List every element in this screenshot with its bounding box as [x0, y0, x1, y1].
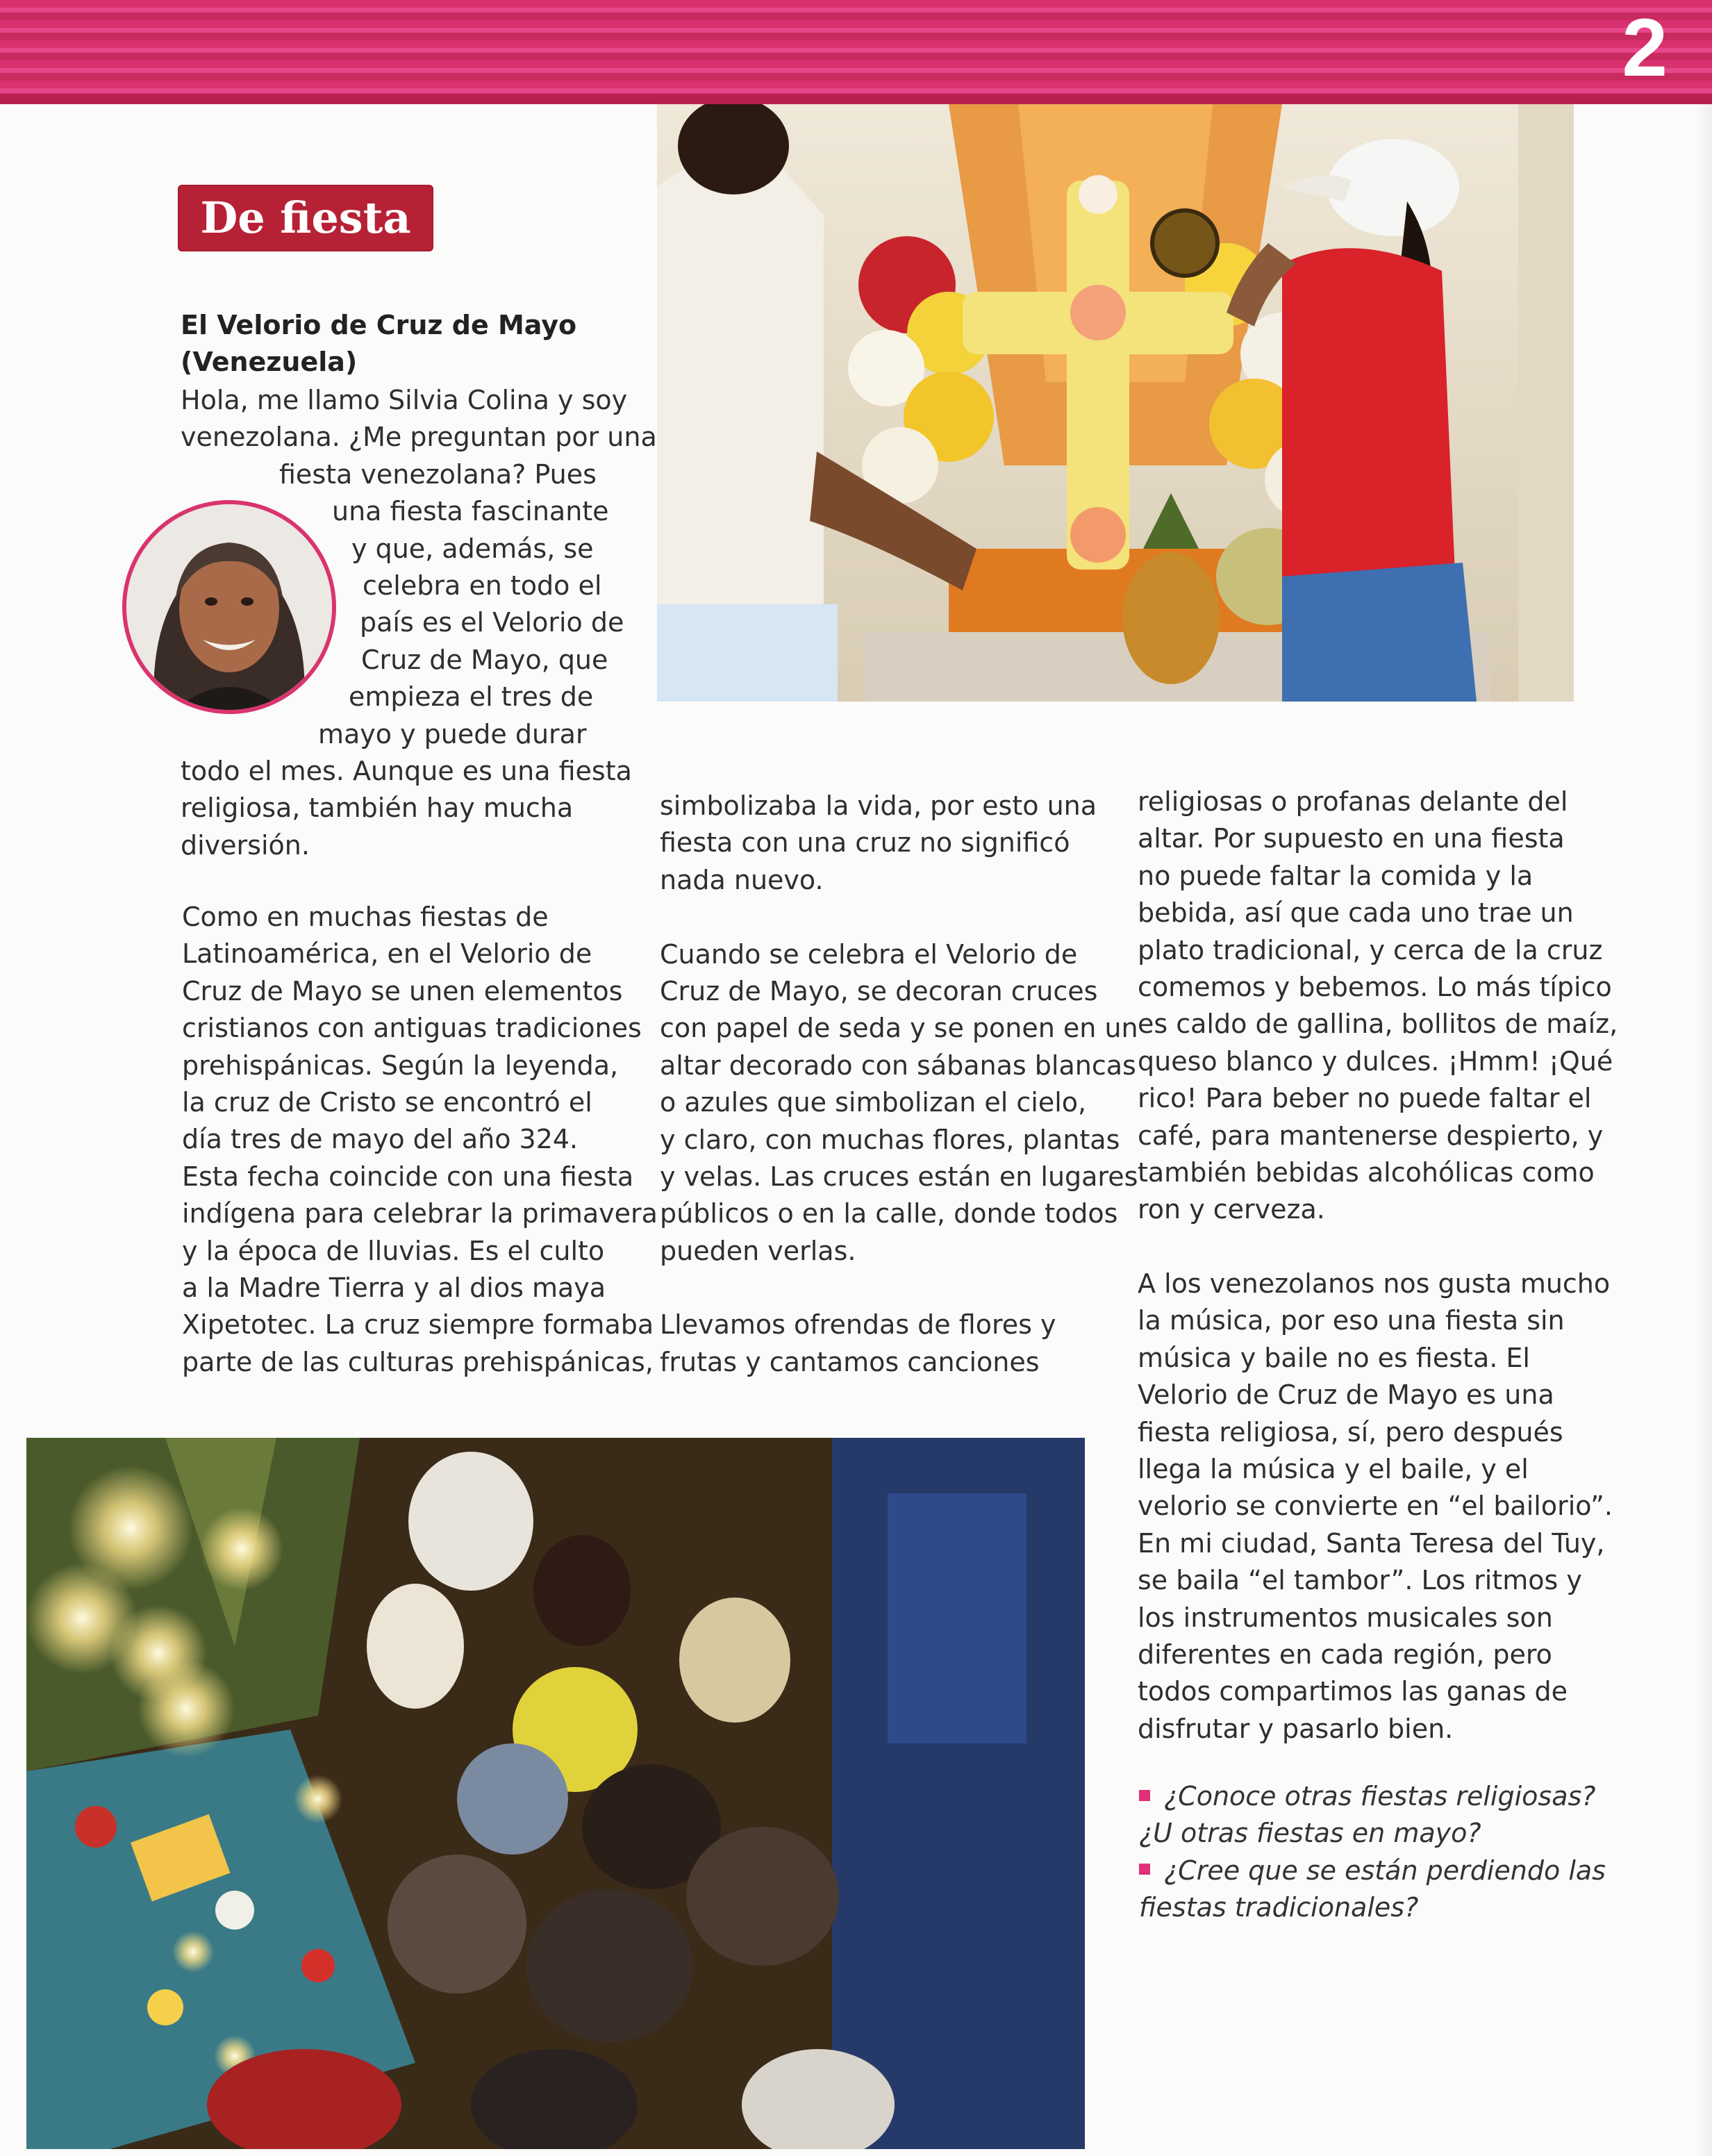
text-line: o azules que simbolizan el cielo,	[660, 1087, 1087, 1118]
question-line	[1139, 1852, 1606, 1889]
text-line: una fiesta fascinante	[332, 496, 609, 527]
text-line: y que, además, se	[351, 533, 594, 564]
article-title-line: El Velorio de Cruz de Mayo	[181, 310, 577, 340]
question-line	[1139, 1778, 1606, 1815]
text-line: cristianos con antiguas tradiciones	[182, 1013, 642, 1044]
bullet-square-icon	[1139, 1790, 1150, 1801]
text-line: velorio se convierte en “el bailorio”.	[1138, 1491, 1613, 1522]
question-line: fiestas tradicionales?	[1139, 1892, 1419, 1923]
text-line: diferentes en cada región, pero	[1138, 1639, 1552, 1670]
text-line: En mi ciudad, Santa Teresa del Tuy,	[1138, 1527, 1605, 1559]
text-line: Llevamos ofrendas de flores y	[660, 1309, 1056, 1341]
text-line: nada nuevo.	[660, 864, 824, 895]
text-line: Esta fecha coincide con una fiesta	[182, 1161, 634, 1192]
discussion-questions	[1139, 1778, 1606, 1927]
text-line: día tres de mayo del año 324.	[182, 1124, 579, 1155]
page-number: 2	[1622, 2, 1668, 94]
text-line: a la Madre Tierra y al dios maya	[182, 1272, 606, 1303]
text-line: país es el Velorio de	[360, 607, 624, 638]
text-line: parte de las culturas prehispánicas,	[182, 1346, 654, 1377]
text-line: bebida, así que cada uno trae un	[1138, 897, 1574, 929]
text-line: indígena para celebrar la primavera	[182, 1198, 658, 1229]
text-line: pueden verlas.	[660, 1235, 856, 1266]
text-line: altar. Por supuesto en una fiesta	[1138, 823, 1565, 854]
text-line: la música, por eso una fiesta sin	[1138, 1305, 1565, 1336]
text-line: diversión.	[181, 829, 310, 861]
header-stripe-band	[0, 0, 1712, 104]
text-line: la cruz de Cristo se encontró el	[182, 1086, 592, 1118]
text-line: rico! Para beber no puede faltar el	[1138, 1083, 1592, 1114]
text-line: Latinoamérica, en el Velorio de	[182, 938, 592, 970]
text-line: religiosas o profanas delante del	[1138, 786, 1568, 817]
text-line: empieza el tres de	[349, 681, 594, 713]
text-line: todos compartimos las ganas de	[1138, 1676, 1568, 1707]
column-1-paragraph	[182, 899, 658, 1381]
text-line: prehispánicas. Según la leyenda,	[182, 1050, 619, 1081]
text-line: y velas. Las cruces están en lugares	[660, 1161, 1138, 1192]
text-line: queso blanco y dulces. ¡Hmm! ¡Qué	[1138, 1045, 1613, 1077]
text-line: celebra en todo el	[363, 570, 602, 601]
text-line: música y baile no es fiesta. El	[1138, 1342, 1530, 1373]
question-text: ¿Cree que se están perdiendo las	[1164, 1855, 1606, 1886]
text-line: plato tradicional, y cerca de la cruz	[1138, 934, 1603, 965]
article-title-line: (Venezuela)	[181, 347, 358, 377]
altar-cross-photo	[657, 104, 1574, 702]
text-line: frutas y cantamos canciones	[660, 1346, 1040, 1377]
paragraph-gap	[660, 899, 1138, 936]
text-line: Como en muchas fiestas de	[182, 902, 549, 932]
text-line: llega la música y el baile, y el	[1138, 1454, 1529, 1485]
text-line: fiesta religiosa, sí, pero después	[1138, 1416, 1563, 1448]
text-line: religiosa, también hay mucha	[181, 793, 574, 824]
article-title	[181, 307, 576, 381]
text-line: altar decorado con sábanas blancas	[660, 1050, 1136, 1081]
intro-paragraph	[181, 382, 657, 864]
text-line: ron y cerveza.	[1138, 1194, 1325, 1225]
festival-crowd-photo	[26, 1438, 1085, 2149]
question-line: ¿U otras fiestas en mayo?	[1139, 1818, 1481, 1849]
text-line: Hola, me llamo Silvia Colina y soy	[181, 385, 628, 415]
text-line: simbolizaba la vida, por esto una	[660, 790, 1097, 821]
paragraph-gap	[1138, 1229, 1618, 1266]
text-line: Cuando se celebra el Velorio de	[660, 938, 1078, 970]
text-line: Cruz de Mayo, se decoran cruces	[660, 975, 1098, 1006]
text-line: con papel de seda y se ponen en un	[660, 1013, 1138, 1044]
text-line: fiesta con una cruz no significó	[660, 827, 1070, 859]
bullet-square-icon	[1139, 1864, 1150, 1875]
text-line: Xipetotec. La cruz siempre formaba	[182, 1309, 654, 1341]
text-line: se baila “el tambor”. Los ritmos y	[1138, 1565, 1582, 1596]
paragraph-gap	[660, 1270, 1138, 1307]
text-line: Cruz de Mayo se unen elementos	[182, 975, 623, 1006]
text-line: públicos o en la calle, donde todos	[660, 1198, 1118, 1229]
text-line: comemos y bebemos. Lo más típico	[1138, 971, 1612, 1002]
text-line: y claro, con muchas flores, plantas	[660, 1124, 1120, 1155]
text-line: los instrumentos musicales son	[1138, 1602, 1553, 1633]
altar-photo-drawing	[657, 104, 1574, 702]
text-line: Cruz de Mayo, que	[361, 644, 608, 675]
text-line: A los venezolanos nos gusta mucho	[1138, 1268, 1611, 1300]
text-line: es caldo de gallina, bollitos de maíz,	[1138, 1009, 1618, 1040]
text-line: no puede faltar la comida y la	[1138, 860, 1534, 891]
page-edge-shadow	[1695, 104, 1712, 2156]
text-line: y la época de lluvias. Es el culto	[182, 1235, 605, 1266]
text-line: Velorio de Cruz de Mayo es una	[1138, 1379, 1554, 1411]
column-3-text	[1138, 783, 1618, 1748]
text-line: café, para mantenerse despierto, y	[1138, 1120, 1604, 1151]
section-badge: De fiesta	[179, 186, 432, 250]
text-line: también bebidas alcohólicas como	[1138, 1156, 1595, 1188]
text-line: todo el mes. Aunque es una fiesta	[181, 755, 632, 786]
party-photo-drawing	[26, 1438, 1085, 2149]
column-2-text	[660, 788, 1138, 1381]
text-line: fiesta venezolana? Pues	[279, 458, 597, 490]
text-line: disfrutar y pasarlo bien.	[1138, 1713, 1454, 1744]
text-line: venezolana. ¿Me preguntan por una	[181, 422, 657, 453]
question-text: ¿Conoce otras fiestas religiosas?	[1164, 1781, 1596, 1811]
text-line: mayo y puede durar	[318, 718, 587, 749]
